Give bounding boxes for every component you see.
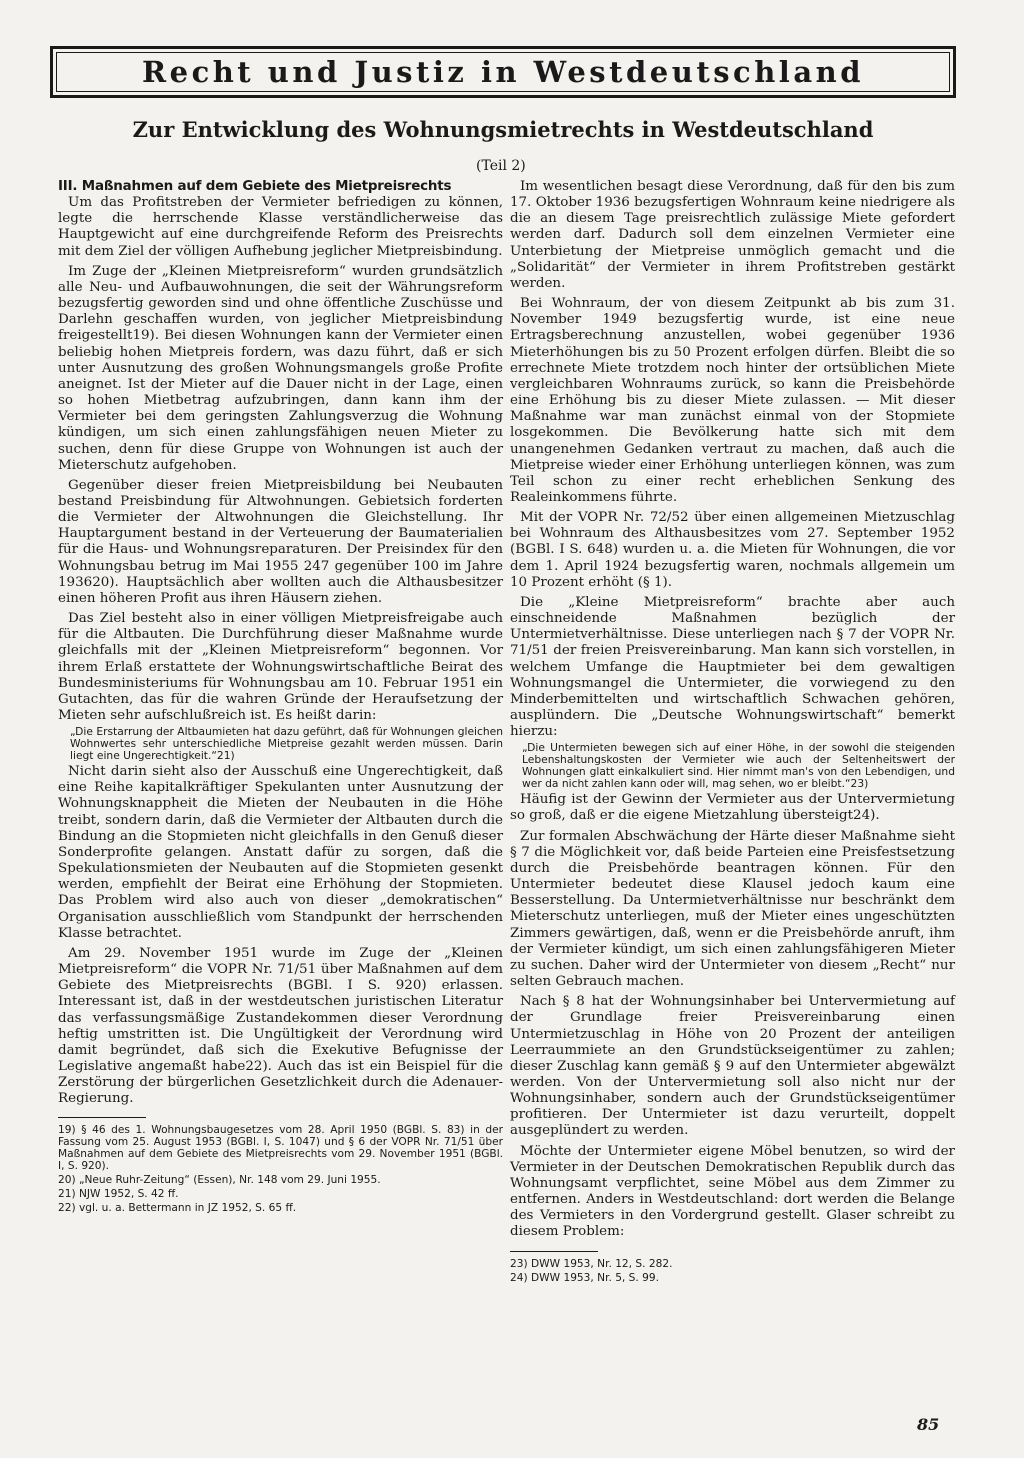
paragraph: Um das Profitstreben der Vermieter befriedigen zu können, legte die herrschende Klasse verständlicherweise das Hauptgewicht auf eine durchgreifende Reform des Preisrechts mit dem Ziel der völligen Aufhebung jeglicher Mietpreisbindung.	[58, 195, 503, 259]
page-number: 85	[917, 1415, 940, 1434]
footnote: 24) DWW 1953, Nr. 5, S. 99.	[510, 1271, 659, 1284]
paragraph: Am 29. November 1951 wurde im Zuge der „Kleinen Mietpreisreform“ die VOPR Nr. 71/51 über Maßnahmen auf dem Gebiete des Mietpreisrechts (BGBl. I S. 920) erlassen. Interessant ist, daß in der westdeutschen juristischen Literatur das verfassungsmäßige Zustandekommen dieser Verordnung heftig umstritten ist. Die Ungültigkeit der Verordnung wird damit begründet, daß sich die Exekutive Befugnisse der Legislative angemaßt habe22). Auch das ist ein Beispiel für die Zerstörung der bürgerlichen Gesetzlichkeit durch die Adenauer-Regierung.	[58, 945, 503, 1107]
paragraph: Zur formalen Abschwächung der Härte dieser Maßnahme sieht § 7 die Möglichkeit vor, daß beide Parteien eine Preisfestsetzung durch die Preisbehörde beantragen können. Für den Untermieter bedeutet diese Klausel jedoch kaum eine Besserstellung. Da Untermietverhältnisse nur beschränkt dem Mieterschutz unterliegen, muß der Mieter eines ungeschützten Zimmers gewärtigen, daß, wenn er die Preisbehörde anruft, ihm der Vermieter kündigt, um sich einen zahlungsfähigeren Mieter zu suchen. Daher wird der Untermieter von diesem „Recht“ nur selten Gebrauch machen.	[510, 828, 955, 990]
section-header-box	[50, 46, 956, 98]
paragraph: Die „Kleine Mietpreisreform“ brachte aber auch einschneidende Maßnahmen bezüglich der Untermietverhältnisse. Diese unterliegen nach § 7 der VOPR Nr. 71/51 der freien Preisvereinbarung. Man kann sich vorstellen, in welchem Umfange die Hauptmieter bei dem gewaltigen Wohnungsmangel die Untermieter, die vorwiegend zu den Minderbemittelten und wirtschaftlich Schwachen gehören, ausplündern. Die „Deutsche Wohnungswirtschaft“ bemerkt hierzu:	[510, 594, 955, 740]
right-column	[510, 179, 955, 1284]
paragraph: Im wesentlichen besagt diese Verordnung, daß für den bis zum 17. Oktober 1936 bezugsfertigen Wohnraum keine niedrigere als die an diesem Tage preisrechtlich zulässige Miete gefordert werden darf. Dadurch soll dem einzelnen Vermieter eine Unterbietung der Mietpreise unmöglich gemacht und die „Solidarität“ der Vermieter in ihrem Profitstreben gestärkt werden.	[510, 179, 955, 291]
part-label: (Teil 2)	[476, 158, 526, 174]
paragraph: Mit der VOPR Nr. 72/52 über einen allgemeinen Mietzuschlag bei Wohnraum des Althausbesitzes vom 27. September 1952 (BGBl. I S. 648) wurden u. a. die Mieten für Wohnungen, die vor dem 1. April 1924 bezugsfertig waren, nochmals allgemein um 10 Prozent erhöht (§ 1).	[510, 510, 955, 590]
footnote-divider	[510, 1251, 598, 1252]
block-quote: „Die Erstarrung der Altbaumieten hat dazu geführt, daß für Wohnungen gleichen Wohnwertes sehr unterschiedliche Mietpreise gezahlt werden müssen. Darin liegt eine Ungerechtigkeit.“21)	[70, 725, 503, 763]
section-title: Recht und Justiz in Westdeutschland	[142, 55, 864, 89]
paragraph: Nach § 8 hat der Wohnungsinhaber bei Untervermietung auf der Grundlage freier Preisvereinbarung einen Untermietzuschlag in Höhe von 20 Prozent der anteiligen Leerraummiete an den Grundstückseigentümer zu zahlen; dieser Zuschlag kann gemäß § 9 auf den Untermieter abgewälzt werden. Von der Untervermietung soll also nicht nur der Wohnungsinhaber, sondern auch der Grundstückseigentümer profitieren. Der Untermieter ist dazu verurteilt, doppelt ausgeplündert zu werden.	[510, 994, 955, 1139]
paragraph: Bei Wohnraum, der von diesem Zeitpunkt ab bis zum 31. November 1949 bezugsfertig wurde, ist eine neue Ertragsberechnung anzustellen, wobei gegenüber 1936 Mieterhöhungen bis zu 50 Prozent erfolgen dürfen. Bleibt die so errechnete Miete trotzdem noch hinter der ortsüblichen Miete vergleichbaren Wohnraums zurück, so kann die Preisbehörde eine Erhöhung bis zu dieser Miete zulassen. — Mit dieser Maßnahme war man zunächst einmal von der Stopmiete losgekommen. Die Bevölkerung hatte sich mit dem unangenehmen Gedanken vertraut zu machen, daß auch die Mietpreise wieder einer Erhöhung unterliegen können, was zum Teil schon zu einer recht erheblichen Senkung des Realeinkommens führte.	[510, 296, 955, 505]
paragraph: Das Ziel besteht also in einer völligen Mietpreisfreigabe auch für die Altbauten. Die Durchführung dieser Maßnahme wurde gleichfalls mit der „Kleinen Mietpreisreform“ begonnen. Vor ihrem Erlaß erstattete der Wohnungswirtschaftliche Beirat des Bundesministeriums für Wohnungsbau am 10. Februar 1951 ein Gutachten, das für die wahren Gründe der Heraufsetzung der Mieten sehr aufschlußreich ist. Es heißt darin:	[58, 611, 503, 723]
footnote: 20) „Neue Ruhr-Zeitung“ (Essen), Nr. 148 vom 29. Juni 1955.	[58, 1174, 381, 1187]
footnote: 22) vgl. u. a. Bettermann in JZ 1952, S. 65 ff.	[58, 1202, 297, 1215]
paragraph: Häufig ist der Gewinn der Vermieter aus der Untervermietung so groß, daß er die eigene Mietzahlung übersteigt24).	[510, 792, 955, 824]
footnote: 19) § 46 des 1. Wohnungsbaugesetzes vom 28. April 1950 (BGBl. S. 83) in der Fassung vom 25. August 1953 (BGBl. I, S. 1047) und § 6 der VOPR Nr. 71/51 über Maßnahmen auf dem Gebiete des Mietpreisrechts vom 29. November 1951 (BGBl. I, S. 920).	[58, 1124, 503, 1173]
footnote-divider	[58, 1117, 146, 1118]
footnote: 23) DWW 1953, Nr. 12, S. 282.	[510, 1257, 673, 1270]
paragraph: Im Zuge der „Kleinen Mietpreisreform“ wurden grundsätzlich alle Neu- und Aufbauwohnungen, die seit der Währungsreform bezugsfertig geworden sind und ohne öffentliche Zuschüsse und Darlehn geschaffen wurden, von jeglicher Mietpreisbindung freigestellt19). Bei diesen Wohnungen kann der Vermieter einen beliebig hohen Mietpreis fordern, was dazu führt, daß er sich unter Ausnutzung des großen Wohnungsmangels große Profite aneignet. Ist der Mieter auf die Dauer nicht in der Lage, einen so hohen Mietbetrag aufzubringen, dann kann ihm der Vermieter bei dem geringsten Zahlungsverzug die Wohnung kündigen, um sich einen zahlungsfähigen neuen Mieter zu suchen, denn für diese Gruppe von Wohnungen ist auch der Mieterschutz aufgehoben.	[58, 263, 503, 473]
section-heading: III. Maßnahmen auf dem Gebiete des Mietpreisrechts	[58, 179, 452, 194]
paragraph: Möchte der Untermieter eigene Möbel benutzen, so wird der Vermieter in der Deutschen Demokratischen Republik durch das Wohnungsamt verpflichtet, seine Möbel aus dem Zimmer zu entfernen. Anders in Westdeutschland: dort werden die Belange des Vermieters in den Vordergrund gestellt. Glaser schreibt zu diesem Problem:	[510, 1143, 955, 1240]
footnote: 21) NJW 1952, S. 42 ff.	[58, 1188, 179, 1201]
article-title: Zur Entwicklung des Wohnungsmietrechts in Westdeutschland	[132, 117, 874, 142]
paragraph: Nicht darin sieht also der Ausschuß eine Ungerechtigkeit, daß eine Reihe kapitalkräftiger Spekulanten unter Ausnutzung der Wohnungsknappheit die Mieten der Neubauten in die Höhe treibt, sondern darin, daß die Vermieter der Altbauten durch die Bindung an die Stopmieten nicht gleichfalls in den Genuß dieser Sonderprofite gelangen. Anstatt dafür zu sorgen, daß die Spekulationsmieten der Neubauten auf die Stopmieten gesenkt werden, empfiehlt der Beirat eine Erhöhung der Stopmieten. Das Problem wird also auch von dieser „demokratischen“ Organisation ausschließlich vom Standpunkt der herrschenden Klasse betrachtet.	[58, 764, 503, 941]
block-quote: „Die Untermieten bewegen sich auf einer Höhe, in der sowohl die steigenden Lebenshaltungskosten der Vermieter wie auch der Seltenheitswert der Wohnungen glatt einkalkuliert sind. Hier nimmt man's von den Lebendigen, und wer da nicht zahlen kann oder will, mag sehen, wo er bleibt.“23)	[522, 741, 955, 791]
paragraph: Gegenüber dieser freien Mietpreisbildung bei Neubauten bestand Preisbindung für Altwohnungen. Gebietsich forderten die Vermieter der Altwohnungen die Gleichstellung. Ihr Hauptargument bestand in der Verteuerung der Baumaterialien für die Haus- und Wohnungsreparaturen. Der Preisindex für den Wohnungsbau betrug im Mai 1955 247 gegenüber 100 im Jahre 193620). Hauptsächlich aber wollten auch die Althausbesitzer einen höheren Profit aus ihren Häusern ziehen.	[58, 477, 503, 606]
left-column	[58, 179, 503, 1214]
